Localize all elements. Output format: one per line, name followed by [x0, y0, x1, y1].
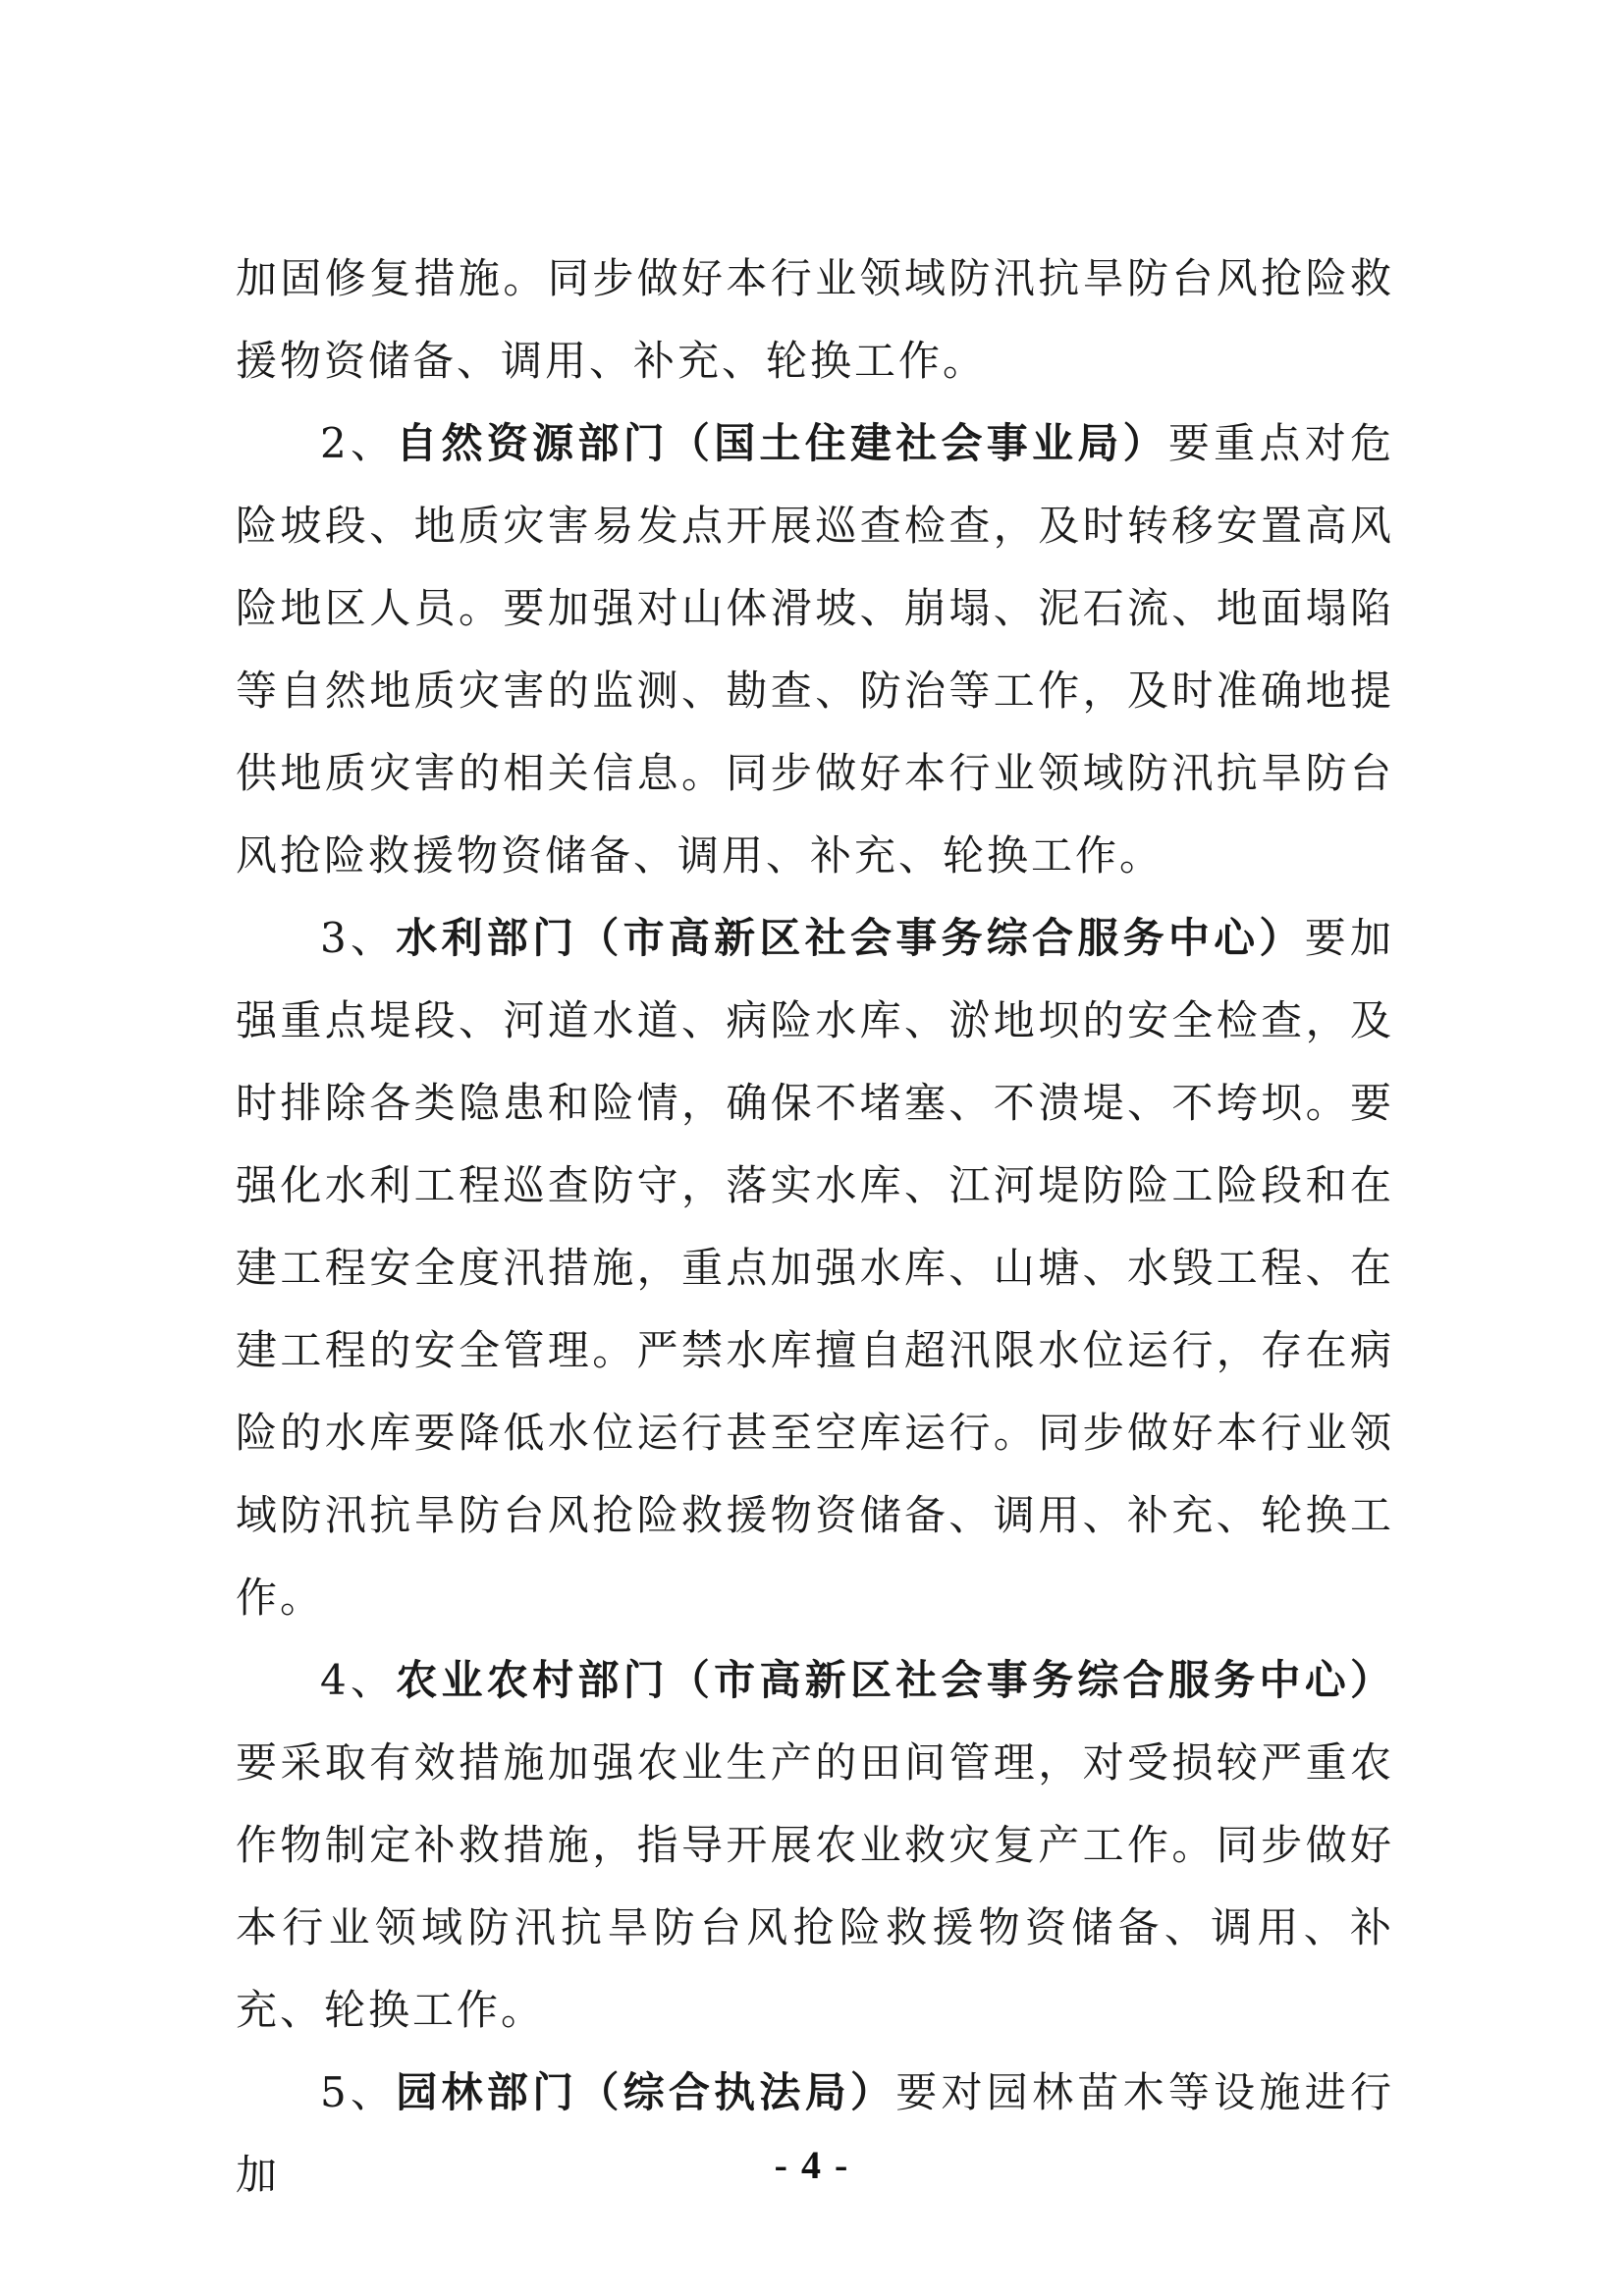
- paragraph-text: 要采取有效措施加强农业生产的田间管理，对受损较严重农作物制定补救措施，指导开展农业救灾复产工作。同步做好本行业领域防汛抗旱防台风抢险救援物资储备、调用、补充、轮换工作。: [236, 1738, 1394, 2034]
- paragraph-text: 要对园林苗木等设施进行加: [236, 2068, 1394, 2199]
- department-name: 农业农村部门（市高新区社会事务综合服务中心）: [396, 1656, 1394, 1704]
- item-number: 3、: [320, 914, 397, 962]
- paragraph-text: 要重点对危险坡段、地质灾害易发点开展巡查检查，及时转移安置高风险地区人员。要加强对山体滑坡、崩塌、泥石流、地面塌陷等自然地质灾害的监测、勘查、防治等工作，及时准确地提供地质灾害的相关信息。同步做好本行业领域防汛抗旱防台风抢险救援物资储备、调用、补充、轮换工作。: [236, 419, 1394, 880]
- paragraph-5: [236, 2052, 1394, 2216]
- department-name: 水利部门（市高新区社会事务综合服务中心）: [396, 914, 1305, 962]
- department-name: 自然资源部门（国土住建社会事业局）: [396, 419, 1168, 467]
- paragraph-1: [236, 238, 1394, 402]
- paragraph-4: [236, 1639, 1394, 2052]
- paragraph-3: [236, 897, 1394, 1639]
- item-number: 5、: [320, 2068, 397, 2116]
- paragraph-text: 要加强重点堤段、河道水道、病险水库、淤地坝的安全检查，及时排除各类隐患和险情，确保不堵塞、不溃堤、不垮坝。要强化水利工程巡查防守，落实水库、江河堤防险工险段和在建工程安全度汛措施，重点加强水库、山塘、水毁工程、在建工程的安全管理。严禁水库擅自超汛限水位运行，存在病险的水库要降低水位运行甚至空库运行。同步做好本行业领域防汛抗旱防台风抢险救援物资储备、调用、补充、轮换工作。: [236, 914, 1394, 1622]
- item-number: 2、: [320, 419, 397, 467]
- department-name: 园林部门（综合执法局）: [396, 2068, 896, 2116]
- paragraph-2: [236, 402, 1394, 897]
- page-number: - 4 -: [774, 2143, 850, 2187]
- paragraph-text: 加固修复措施。同步做好本行业领域防汛抗旱防台风抢险救援物资储备、调用、补充、轮换工作。: [236, 254, 1394, 385]
- item-number: 4、: [320, 1656, 397, 1704]
- body-text: [236, 238, 1394, 2216]
